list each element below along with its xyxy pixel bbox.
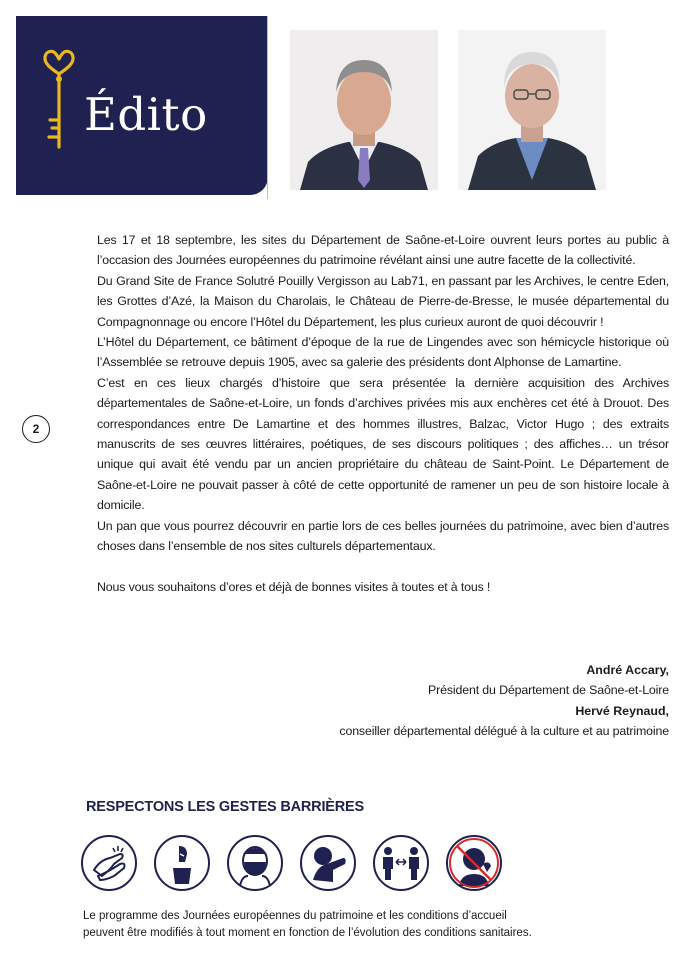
footer-line: peuvent être modifiés à tout moment en fonction de l’évolution des conditions sanitaires.	[83, 927, 532, 939]
header-divider	[267, 16, 268, 199]
gestes-icons	[80, 834, 520, 892]
footer-note	[83, 908, 603, 942]
portrait-photo-2	[458, 30, 606, 190]
hand-washing-icon	[80, 834, 138, 892]
footer-line: Le programme des Journées européennes du patrimoine et les conditions d’accueil	[83, 910, 507, 922]
signatory-name: Hervé Reynaud,	[575, 703, 669, 718]
cough-in-elbow-icon	[299, 834, 357, 892]
tissue-bin-icon	[153, 834, 211, 892]
social-distance-icon	[372, 834, 430, 892]
paragraph: Un pan que vous pourrez découvrir en partie lors de ces belles journées du patrimoine, avec bien d’autres choses dans l’ensemble de nos sites culturels départementaux.	[97, 518, 669, 554]
paragraph: Les 17 et 18 septembre, les sites du Département de Saône-et-Loire ouvrent leurs portes au public à l’occasion des Journées européennes du patrimoine révélant ainsi une autre facette de la collectivité.	[97, 233, 669, 268]
paragraph: Du Grand Site de France Solutré Pouilly Vergisson au Lab71, en passant par les Archives, le centre Eden, les Grottes d’Azé, la Maison du Charolais, le Château de Pierre-de-Bresse, le musée départemental du Compagnonnage ou encore l’Hôtel du Département, les plus curieux auront de quoi découvrir !	[97, 273, 669, 329]
paragraph: C’est en ces lieux chargés d’histoire que sera présentée la dernière acquisition des Archives départementales de Saône-et-Loire, un fonds d’archives privées mis aux enchères cet été à Drouot. Des correspondances entre De Lamartine et des hommes illustres, Balzac, Victor Hugo ; des extraits manuscrits de ses œuvres littéraires, poétiques, de ses discours politiques ; des affiches… un trésor unique qui avait été vendu par un ancien propriétaire du château de Saint-Point. Le Département de Saône-et-Loire ne pouvait passer à côté de cette opportunité de ramener un peu de son histoire locale à domicile.	[97, 375, 669, 513]
paragraph: L’Hôtel du Département, ce bâtiment d’époque de la rue de Lingendes avec son hémicycle historique où l’Assemblée se retrouve depuis 1905, avec sa galerie des présidents dont Alphonse de Lamartine.	[97, 335, 669, 370]
page-number: 2	[22, 415, 50, 443]
signatory-name: André Accary,	[586, 663, 669, 677]
signatory-role: conseiller départemental délégué à la culture et au patrimoine	[339, 724, 669, 739]
no-face-touching-icon	[445, 834, 503, 892]
signatory-role: Président du Département de Saône-et-Loire	[428, 683, 669, 698]
gestes-title: RESPECTONS LES GESTES BARRIÈRES	[86, 799, 364, 815]
portrait-photo-1	[290, 30, 438, 190]
key-icon	[40, 48, 78, 152]
page-title: Édito	[84, 88, 208, 141]
closing-line: Nous vous souhaitons d’ores et déjà de bonnes visites à toutes et à tous !	[97, 579, 491, 594]
face-mask-icon	[226, 834, 284, 892]
signature-block	[339, 660, 669, 742]
edito-body	[97, 230, 669, 597]
